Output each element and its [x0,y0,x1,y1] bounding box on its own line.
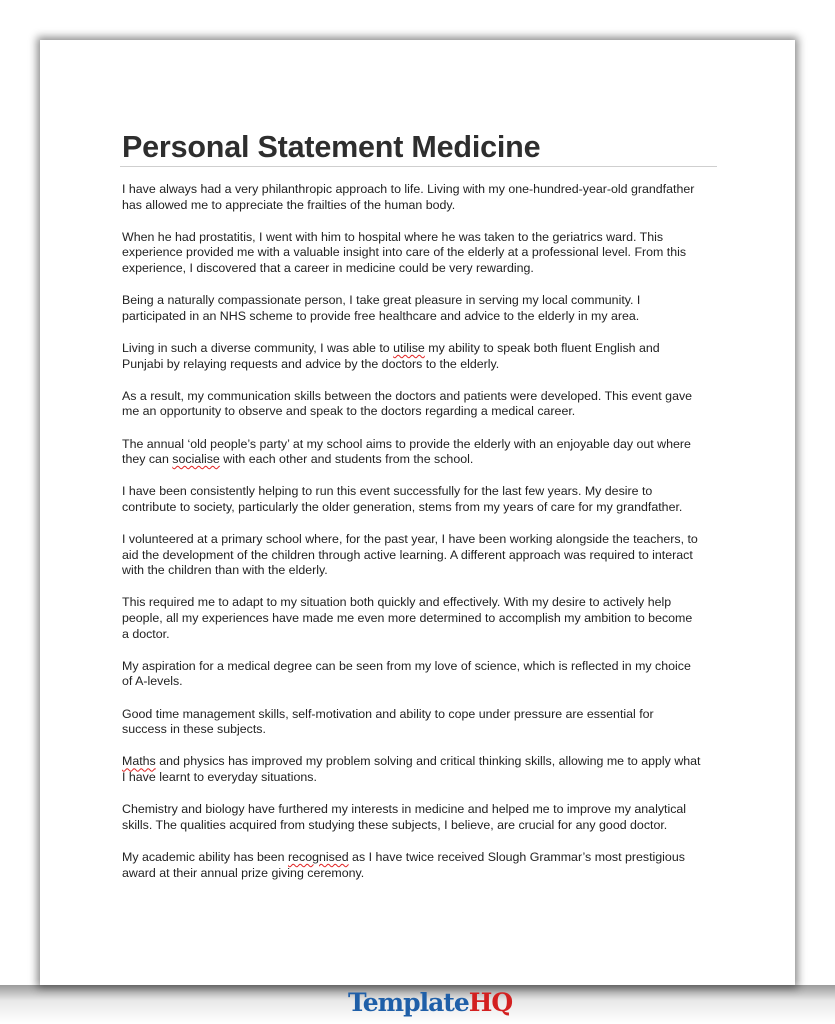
text-line: Punjabi by relaying requests and advice by the doctors to the elderly. [122,356,500,371]
paragraph [122,707,722,738]
text-line: Maths and physics has improved my problem solving and critical thinking skills, allowing me to apply what [122,754,701,769]
text-line: contribute to society, particularly the older generation, stems from my years of care for my grandfather. [122,499,683,514]
text-line: As a result, my communication skills between the doctors and patients were developed. This event gave [122,388,693,403]
paragraph [122,850,722,881]
text-line: of A-levels. [122,674,183,689]
text-line: My aspiration for a medical degree can be seen from my love of science, which is reflected in my choice [122,658,691,673]
text-line: I have learnt to everyday situations. [122,769,317,784]
text-line: experience, I discovered that a career in medicine could be very rewarding. [122,260,534,275]
paragraph [122,532,722,579]
paragraph [122,595,722,642]
text-line: a doctor. [122,626,170,641]
text-line: me an opportunity to observe and speak to the doctors regarding a medical career. [122,404,576,419]
text-line: with the children than with the elderly. [122,563,328,578]
text-line: Living in such a diverse community, I was able to utilise my ability to speak both fluent English and [122,340,660,355]
spellcheck-word: Maths [122,754,156,769]
text-line: they can socialise with each other and students from the school. [122,452,474,467]
text-line: I have been consistently helping to run this event successfully for the last few years. My desire to [122,484,653,499]
text-line: award at their annual prize giving ceremony. [122,865,365,880]
paragraph [122,182,722,213]
text-line: I have always had a very philanthropic approach to life. Living with my one-hundred-year-old grandfather [122,182,695,196]
text-line: participated in an NHS scheme to provide free healthcare and advice to the elderly in my area. [122,308,640,323]
text-line: people, all my experiences have made me even more determined to accomplish my ambition to become [122,611,693,626]
text-line: The annual ‘old people’s party’ at my school aims to provide the elderly with an enjoyable day out where [122,436,691,451]
paragraph [122,437,722,468]
text-line: I volunteered at a primary school where, for the past year, I have been working alongside the teachers, to [122,532,698,547]
paragraph [122,341,722,372]
text-line: experience provided me with a valuable insight into care of the elderly at a professional level. From this [122,245,687,260]
text-line: aid the development of the children through active learning. A different approach was required to interact [122,547,693,562]
text-line: Good time management skills, self-motivation and ability to cope under pressure are essential for [122,706,654,721]
text-line: My academic ability has been recognised as I have twice received Slough Grammar’s most prestigious [122,849,685,864]
document-page [40,40,795,985]
templatehq-logo: TemplateHQ [348,988,513,1017]
title-divider [120,166,717,167]
text-line: This required me to adapt to my situation both quickly and effectively. With my desire to actively help [122,595,672,610]
text-line: success in these subjects. [122,722,266,737]
document-title: Personal Statement Medicine [122,130,541,164]
paragraph [122,802,722,833]
text-line: Chemistry and biology have furthered my interests in medicine and helped me to improve my analytical [122,802,687,817]
paragraph [122,484,722,515]
paragraph [122,230,722,277]
text-line: has allowed me to appreciate the frailties of the human body. [122,197,456,212]
text-line: Being a naturally compassionate person, I take great pleasure in serving my local community. I [122,293,641,308]
spellcheck-word: socialise [172,452,220,467]
paragraph [122,659,722,690]
paragraph [122,754,722,785]
spellcheck-word: utilise [393,340,425,355]
text-line: When he had prostatitis, I went with him to hospital where he was taken to the geriatrics ward. This [122,229,664,244]
paragraph [122,293,722,324]
paragraph [122,389,722,420]
spellcheck-word: recognised [287,849,349,864]
text-line: skills. The qualities acquired from studying these subjects, I believe, are crucial for any good doctor. [122,817,668,832]
document-body [122,182,722,898]
